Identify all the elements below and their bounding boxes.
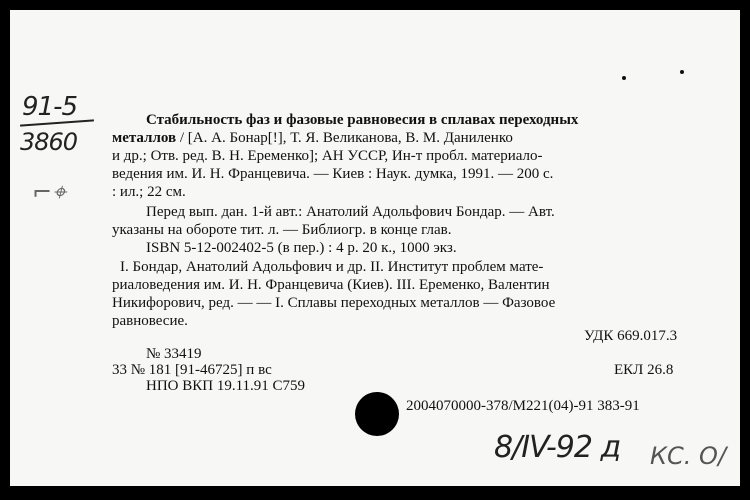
udk-code: УДК 669.017.3 [584, 328, 678, 344]
tracing-line-2: риаловедения им. И. Н. Францевича (Киев). III. Еременко, Валентин [112, 277, 550, 293]
description-line-3: и др.; Отв. ред. В. Н. Еременко]; АН УССР, Ин-т пробл. материало- [112, 148, 543, 164]
tracing-line-4: равновесие. [112, 313, 188, 329]
handwritten-shelf-mark-bottom: 3860 [20, 128, 78, 156]
punch-hole [355, 392, 399, 436]
speck-mark [622, 76, 626, 80]
handwritten-shelf-mark-top: 91-5 [22, 92, 78, 122]
tracing-line-1: I. Бондар, Анатолий Адольфович и др. II. Институт проблем мате- [120, 259, 544, 275]
handwritten-scribble: ⌐⌖ [32, 178, 66, 206]
isbn-line: ISBN 5-12-002402-5 (в пер.) : 4 р. 20 к., 1000 экз. [146, 240, 457, 256]
note-line-1: Перед вып. дан. 1-й авт.: Анатолий Адольфович Бондар. — Авт. [146, 204, 555, 220]
order-line: 33 № 181 [91-46725] п вс [112, 362, 272, 378]
title-line-1: Стабильность фаз и фазовые равновесия в сплавах переходных [146, 112, 579, 128]
title-line-2 [112, 130, 513, 147]
handwritten-initials: КС. О/ [650, 442, 727, 470]
title-continuation: металлов [112, 130, 177, 146]
ekl-code: ЕКЛ 26.8 [614, 362, 674, 378]
tracing-line-3: Никифорович, ред. — — I. Сплавы переходных металлов — Фазовое [112, 295, 556, 311]
note-line-2: указаны на обороте тит. л. — Библиогр. в конце глав. [112, 222, 452, 238]
publication-code: 2004070000-378/M221(04)-91 383-91 [406, 398, 640, 414]
description-line-4: ведения им. И. Н. Францевича. — Киев : Наук. думка, 1991. — 200 с. [112, 166, 554, 182]
npo-line: НПО ВКП 19.11.91 С759 [146, 378, 306, 394]
responsibility-statement: / [А. А. Бонар[!], Т. Я. Великанова, В. М. Даниленко [176, 130, 513, 146]
speck-mark [680, 70, 684, 74]
description-line-5: : ил.; 22 см. [112, 184, 186, 200]
handwritten-date: 8/IV-92 д [494, 430, 621, 465]
record-number: № 33419 [146, 346, 202, 362]
